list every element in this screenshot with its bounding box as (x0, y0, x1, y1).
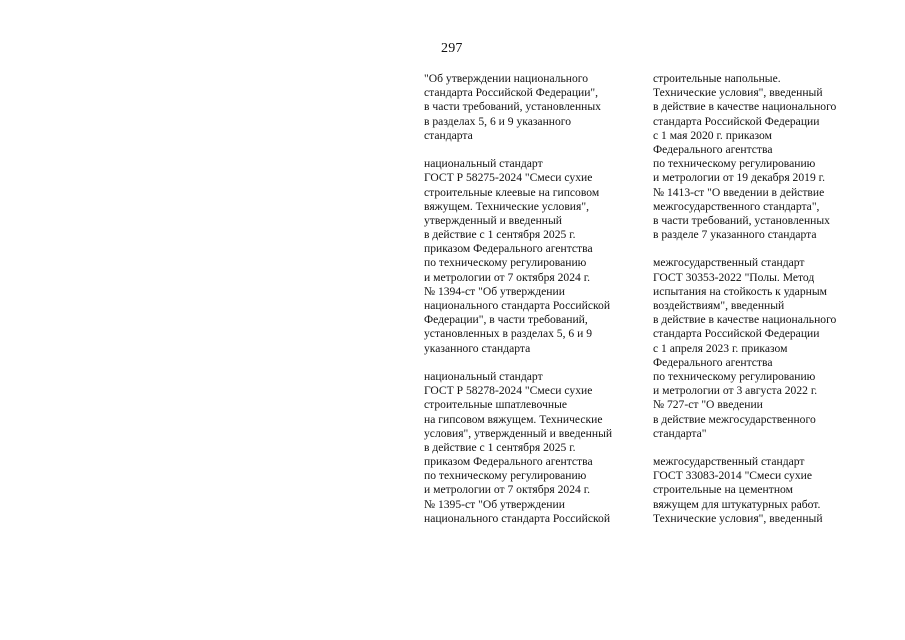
paragraph-gap (653, 242, 885, 256)
text-line: вяжущем для штукатурных работ. (653, 497, 821, 511)
text-line: стандарта" (653, 426, 707, 440)
text-line: Технические условия", введенный (653, 86, 823, 100)
text-line: испытания на стойкость к ударным (653, 284, 827, 298)
text-line: национального стандарта Российской (424, 299, 611, 312)
text-line: в действие в качестве национального (653, 313, 837, 327)
paragraph-gap (424, 356, 656, 370)
text-line: стандарта Российской Федерации (653, 327, 820, 341)
text-line: стандарта (424, 128, 473, 142)
text-line: по техническому регулированию (653, 157, 816, 171)
text-line: с 1 апреля 2023 г. приказом (653, 341, 788, 355)
text-line: в действие межгосударственного (653, 412, 816, 426)
text-line: на гипсовом вяжущем. Технические (424, 412, 603, 426)
text-line: в действие с 1 сентября 2025 г. (424, 228, 576, 242)
text-line: Федерального агентства (653, 355, 773, 369)
text-line: № 727-ст "О введении (653, 398, 763, 412)
text-line: установленных в разделах 5, 6 и 9 (424, 327, 592, 341)
left-text-column (424, 72, 656, 526)
text-line: в части требований, установленных (424, 100, 601, 114)
text-line: в разделах 5, 6 и 9 указанного (424, 114, 572, 128)
text-line: стандарта Российской Федерации", (424, 86, 599, 100)
text-line: приказом Федерального агентства (424, 242, 593, 256)
right-text-column (653, 72, 885, 526)
text-line: вяжущем. Технические условия", (424, 199, 589, 213)
text-line: воздействиям", введенный (653, 299, 785, 312)
text-line: в части требований, установленных (653, 213, 830, 227)
text-line: по техническому регулированию (424, 469, 587, 483)
text-line: и метрологии от 19 декабря 2019 г. (653, 171, 825, 185)
text-line: условия", утвержденный и введенный (424, 426, 613, 440)
text-line: ГОСТ Р 58275-2024 "Смеси сухие (424, 171, 593, 185)
text-line: строительные напольные. (653, 72, 781, 85)
text-line: национального стандарта Российской (424, 511, 611, 525)
text-line: приказом Федерального агентства (424, 455, 593, 469)
text-line: № 1413-ст "О введении в действие (653, 185, 825, 199)
text-line: указанного стандарта (424, 341, 531, 355)
text-line: Технические условия", введенный (653, 511, 823, 525)
text-line: по техническому регулированию (653, 369, 816, 383)
text-line: межгосударственного стандарта", (653, 199, 820, 213)
text-line: и метрологии от 7 октября 2024 г. (424, 483, 591, 497)
text-line: Федерации", в части требований, (424, 313, 588, 327)
text-line: межгосударственный стандарт (653, 455, 805, 469)
text-line: № 1395-ст "Об утверждении (424, 497, 565, 511)
text-line: стандарта Российской Федерации (653, 114, 820, 128)
text-line: межгосударственный стандарт (653, 256, 805, 270)
text-line: национальный стандарт (424, 369, 543, 383)
text-line: и метрологии от 7 октября 2024 г. (424, 270, 591, 284)
text-line: ГОСТ Р 58278-2024 "Смеси сухие (424, 384, 593, 398)
page-number: 297 (441, 41, 463, 56)
text-line: строительные клеевые на гипсовом (424, 185, 600, 199)
text-line: с 1 мая 2020 г. приказом (653, 128, 772, 142)
paragraph-gap (424, 143, 656, 157)
text-line: по техническому регулированию (424, 256, 587, 270)
paragraph-gap (653, 441, 885, 455)
text-line: утвержденный и введенный (424, 213, 562, 227)
text-line: ГОСТ 30353-2022 "Полы. Метод (653, 270, 815, 284)
text-line: № 1394-ст "Об утверждении (424, 284, 565, 298)
text-line: и метрологии от 3 августа 2022 г. (653, 384, 818, 398)
text-line: Федерального агентства (653, 142, 773, 156)
text-line: "Об утверждении национального (424, 72, 589, 85)
text-line: в действие в качестве национального (653, 100, 837, 114)
text-line: национальный стандарт (424, 157, 543, 171)
text-line: строительные на цементном (653, 483, 793, 497)
text-line: в разделе 7 указанного стандарта (653, 228, 817, 242)
text-line: в действие с 1 сентября 2025 г. (424, 440, 576, 454)
text-line: ГОСТ 33083-2014 "Смеси сухие (653, 469, 812, 483)
text-line: строительные шпатлевочные (424, 398, 568, 412)
